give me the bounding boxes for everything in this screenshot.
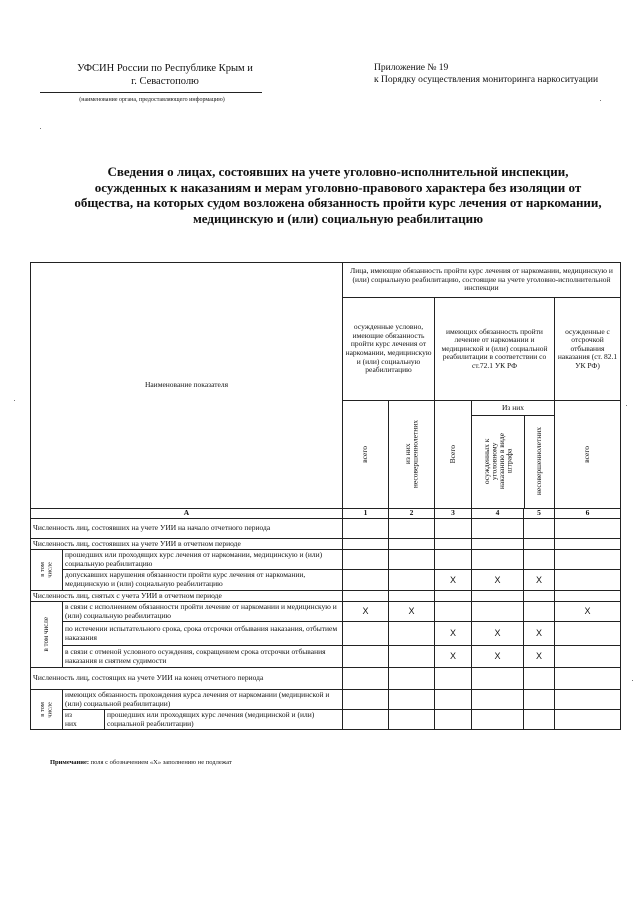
document-title: Сведения о лицах, состоявших на учете уголовно-исполнительной инспекции, осужденных к наказаниям и мерам уголовно-правового характера без изоляции от общества, на которых судом возложена обязанность пройти курс лечения от наркомании, медицинскую и (или) социальную реабилитацию [74, 164, 602, 226]
x-mark: Х [524, 570, 555, 591]
scan-speck [40, 128, 41, 129]
footnote-text: поля с обозначением «Х» заполнению не подлежат [90, 759, 232, 766]
table-row [31, 602, 621, 622]
table-cell[interactable] [555, 519, 621, 539]
table-cell[interactable] [389, 570, 435, 591]
row-label-violations: допускавших нарушения обязанности пройти курс лечения от наркомании, медицинскую и (или) социальную реабилитацию [63, 570, 343, 591]
colnum-2: 2 [389, 509, 435, 519]
row-label-end-period: Численность лиц, состоящих на учете УИИ на конец отчетного периода [31, 668, 343, 690]
col6-total-header [555, 401, 621, 509]
appendix-title: Приложение № 19 [374, 63, 449, 73]
table-cell[interactable] [389, 622, 435, 646]
table-row [31, 646, 621, 668]
col2-minors-header [389, 401, 435, 509]
x-mark: Х [524, 622, 555, 646]
colnum-6: 6 [555, 509, 621, 519]
table-row [31, 710, 621, 730]
row-label-during-period: Численность лиц, состоявших на учете УИИ в отчетном периоде [31, 539, 343, 550]
col1-total-header [343, 401, 389, 509]
table-row [31, 690, 621, 710]
table-cell[interactable] [472, 602, 524, 622]
in-total-text: в том числе [39, 562, 54, 578]
organization-name [50, 62, 280, 88]
table-cell[interactable] [472, 690, 524, 710]
table-row [31, 539, 621, 550]
table-cell[interactable] [555, 622, 621, 646]
table-cell[interactable] [343, 710, 389, 730]
scan-speck [626, 405, 627, 406]
table-cell[interactable] [555, 570, 621, 591]
organization-caption: (наименование органа, предоставляющего информацию) [79, 97, 225, 103]
table-cell[interactable] [343, 519, 389, 539]
iz-nih-group [472, 401, 555, 509]
table-cell[interactable] [389, 690, 435, 710]
iz-label: из [65, 709, 72, 719]
x-mark: Х [435, 570, 472, 591]
table-cell[interactable] [389, 550, 435, 570]
col6-total-label: всего [582, 446, 592, 463]
row-label-cancelled: в связи с отменой условного осуждения, сокращением срока отсрочки отбывания наказания и снятием судимости [63, 646, 343, 668]
x-mark: Х [472, 622, 524, 646]
table-cell[interactable] [389, 710, 435, 730]
row-label-obligated: имеющих обязанность прохождения курса лечения от наркомании (медицинской и (или) социальной реабилитации) [63, 690, 343, 710]
table-row [31, 570, 621, 591]
table-cell[interactable] [389, 646, 435, 668]
table-cell[interactable] [343, 646, 389, 668]
conditional-sentence-header: осужденные условно, имеющие обязанность пройти курс лечения от наркомании, медицинскую и (или) социальную реабилитацию [343, 298, 435, 401]
table-cell[interactable] [524, 602, 555, 622]
table-cell[interactable] [435, 602, 472, 622]
in-total-label [31, 550, 63, 591]
x-mark: Х [435, 646, 472, 668]
deferred-sentence-header: осужденные с отсрочкой отбывания наказания (ст. 82.1 УК РФ) [555, 298, 621, 401]
iz-nih-row-label [63, 710, 105, 730]
col2-minors-label: из них несовершеннолетних [403, 420, 420, 489]
table-cell[interactable] [343, 690, 389, 710]
appendix-reference [374, 62, 634, 86]
table-cell[interactable] [435, 668, 472, 690]
table-cell[interactable] [343, 668, 389, 690]
table-cell[interactable] [524, 668, 555, 690]
x-mark: Х [435, 622, 472, 646]
column-number-row [31, 509, 621, 519]
row-label-probation-expired: по истечении испытательного срока, срока отсрочки отбывания наказания, отбытием наказания [63, 622, 343, 646]
table-cell[interactable] [343, 550, 389, 570]
table-cell[interactable] [435, 519, 472, 539]
table-cell[interactable] [472, 539, 524, 550]
in-total-text: в том числе [39, 701, 54, 718]
table-cell[interactable] [555, 690, 621, 710]
statistics-table [30, 262, 621, 730]
col5-minors-label: несовершеннолетних [533, 427, 543, 496]
table-cell[interactable] [472, 668, 524, 690]
table-cell[interactable] [389, 519, 435, 539]
table-cell[interactable] [435, 550, 472, 570]
table-cell[interactable] [389, 539, 435, 550]
footnote-label: Примечание: [50, 759, 90, 766]
row-label-treated: прошедших или проходящих курс лечения от наркомании, медицинскую и (или) социальную реабилитацию [63, 550, 343, 570]
table-cell[interactable] [555, 710, 621, 730]
table-cell[interactable] [343, 570, 389, 591]
x-mark: Х [472, 570, 524, 591]
table-row [31, 550, 621, 570]
table-cell[interactable] [472, 710, 524, 730]
scan-speck [632, 680, 633, 681]
colnum-1: 1 [343, 509, 389, 519]
article-72-header: имеющих обязанность пройти лечение от наркомании и медицинской и (или) социальной реабилитации в соответствии со ст.72.1 УК РФ [435, 298, 555, 401]
table-cell[interactable] [524, 550, 555, 570]
table-cell[interactable] [524, 539, 555, 550]
group-header: Лица, имеющие обязанность пройти курс лечения от наркомании, медицинскую и (или) социальную реабилитацию, состоящие на учете уголовно-исполнительной инспекции [343, 263, 621, 298]
table-cell[interactable] [472, 550, 524, 570]
table-cell[interactable] [524, 690, 555, 710]
x-mark: Х [389, 602, 435, 622]
colnum-5: 5 [524, 509, 555, 519]
table-cell[interactable] [343, 591, 389, 602]
table-cell[interactable] [555, 550, 621, 570]
table-cell[interactable] [343, 622, 389, 646]
row-label-fulfilled: в связи с исполнением обязанности пройти лечение от наркомании и медицинскую и (или) социальную реабилитацию [63, 602, 343, 622]
nih-label: них [65, 718, 77, 728]
table-cell[interactable] [389, 668, 435, 690]
indicator-header: Наименование показателя [31, 263, 343, 509]
table-cell[interactable] [555, 591, 621, 602]
table-cell[interactable] [524, 710, 555, 730]
x-mark: Х [343, 602, 389, 622]
table-row [31, 622, 621, 646]
col1-total-label: всего [360, 446, 370, 463]
table-row [31, 668, 621, 690]
table-cell[interactable] [524, 591, 555, 602]
table-cell[interactable] [389, 591, 435, 602]
table-cell[interactable] [472, 519, 524, 539]
table-cell[interactable] [435, 591, 472, 602]
colnum-3: 3 [435, 509, 472, 519]
appendix-subtitle: к Порядку осуществления мониторинга наркоситуации [374, 75, 599, 85]
organization-line-1: УФСИН России по Республике Крым и [77, 63, 253, 74]
in-total-label [31, 602, 63, 668]
in-total-label [31, 690, 63, 730]
row-label-completed: прошедших или проходящих курс лечения (медицинской и (или) социальной реабилитации) [105, 710, 343, 730]
col3-total-header [435, 401, 472, 509]
table-cell[interactable] [435, 710, 472, 730]
iz-nih-label: Из них [472, 401, 554, 416]
in-total-text: в том числе [42, 617, 51, 652]
colnum-a: А [31, 509, 343, 519]
col3-total-label: Всего [447, 445, 457, 464]
row-label-removed: Численность лиц, снятых с учета УИИ в отчетном периоде [31, 591, 343, 602]
col4-fine-header [472, 415, 525, 508]
table-cell[interactable] [435, 539, 472, 550]
table-row [31, 519, 621, 539]
table-row [31, 591, 621, 602]
col4-fine-label: осужденных к уголовному наказанию в виде штрафа [482, 433, 514, 490]
table-cell[interactable] [555, 646, 621, 668]
colnum-4: 4 [472, 509, 524, 519]
table-cell[interactable] [343, 539, 389, 550]
col5-minors-header [524, 415, 554, 508]
organization-line-2: г. Севастополю [131, 76, 199, 87]
x-mark: Х [524, 646, 555, 668]
table-cell[interactable] [524, 519, 555, 539]
x-mark: Х [555, 602, 621, 622]
scan-speck [600, 100, 601, 101]
table-cell[interactable] [555, 668, 621, 690]
scan-speck [14, 400, 15, 401]
table-cell[interactable] [472, 591, 524, 602]
footnote [50, 759, 232, 766]
organization-underline [40, 92, 262, 93]
table-cell[interactable] [435, 690, 472, 710]
x-mark: Х [472, 646, 524, 668]
row-label-start-period: Численность лиц, состоявших на учете УИИ на начало отчетного периода [31, 519, 343, 539]
table-cell[interactable] [555, 539, 621, 550]
